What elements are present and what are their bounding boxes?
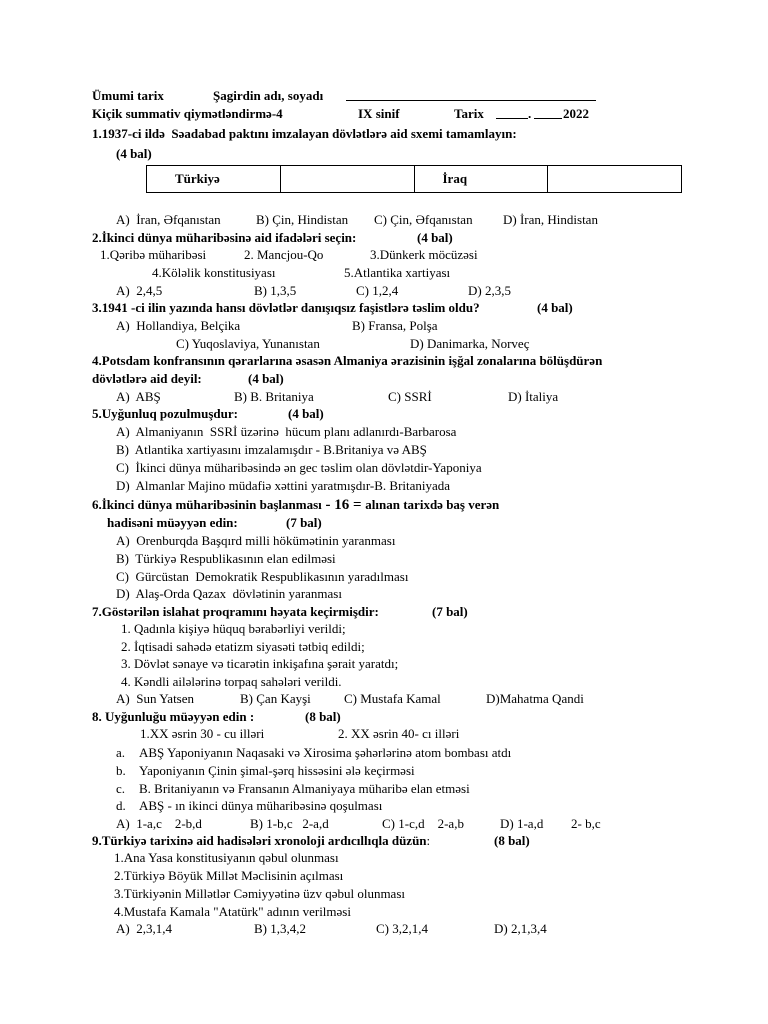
q2-option-c[interactable]: C) 1,2,4 xyxy=(356,283,399,298)
q3-text: 3.1941 -ci ilin yazında hansı dövlətlər danışıqsız faşistlərə təslim oldu? xyxy=(92,300,480,315)
q8-item: B. Britaniyanın və Fransanın Almaniyaya müharibə elan etməsi xyxy=(139,781,470,796)
q6-points: (7 bal) xyxy=(286,515,322,530)
q8-points: (8 bal) xyxy=(305,709,341,724)
student-name-label: Şagirdin adı, soyadı xyxy=(213,88,324,103)
q2-item: 3.Dünkerk möcüzəsi xyxy=(370,247,478,262)
date-label: Tarix xyxy=(454,106,484,121)
q8-option-d[interactable]: D) 1-a,d xyxy=(500,816,544,831)
q3-points: (4 bal) xyxy=(537,300,573,315)
q8-option-c[interactable]: C) 1-c,d 2-a,b xyxy=(382,816,464,831)
q3-option-d[interactable]: D) Danimarka, Norveç xyxy=(410,336,530,351)
test-title: Kiçik summativ qiymətləndirmə-4 xyxy=(92,106,283,121)
q8-text: 8. Uyğunluğu müəyyən edin : xyxy=(92,709,255,724)
q6-option-b[interactable]: B) Türkiyə Respublikasının elan edilməsi xyxy=(116,551,336,566)
q3-option-c[interactable]: C) Yuqoslaviya, Yunanıstan xyxy=(176,336,320,351)
date-separator: . xyxy=(528,106,532,121)
q7-option-a[interactable]: A) Sun Yatsen xyxy=(116,691,195,706)
q8-item: Yaponiyanın Çinin şimal-şərq hissəsini ələ keçirməsi xyxy=(139,763,415,778)
q9-item: 3.Türkiyənin Millətlər Cəmiyyətinə üzv qəbul olunması xyxy=(114,886,405,901)
q2-item: 4.Köləlik konstitusiyası xyxy=(152,265,276,280)
scheme-cell: Türkiyə xyxy=(147,166,281,193)
q9-item: 1.Ana Yasa konstitusiyanın qəbul olunması xyxy=(114,850,339,865)
q4-option-a[interactable]: A) ABŞ xyxy=(116,389,161,404)
q6-text-2: hadisəni müəyyən edin: xyxy=(107,515,238,530)
q8-item: ABŞ Yaponiyanın Naqasaki və Xirosima şəhərlərinə atom bombası atdı xyxy=(139,745,512,760)
q2-item: 1.Qəribə müharibəsi xyxy=(100,247,207,262)
date-day-field[interactable] xyxy=(496,107,528,119)
scheme-cell-blank[interactable] xyxy=(548,166,682,193)
q9-option-d[interactable]: D) 2,1,3,4 xyxy=(494,921,547,936)
q7-points: (7 bal) xyxy=(432,604,468,619)
q6-option-d[interactable]: D) Alaş-Orda Qazax dövlətinin yaranması xyxy=(116,586,342,601)
scheme-cell: İraq xyxy=(414,166,548,193)
q5-option-a[interactable]: A) Almaniyanın SSRİ üzərinə hücum planı adlanırdı-Barbarosa xyxy=(116,424,457,439)
q4-text: 4.Potsdam konfransının qərarlarına əsasən Almaniya ərazisinin işğal zonalarına bölüşdürən xyxy=(92,353,603,368)
q6-text: 6.İkinci dünya müharibəsinin başlanması - 16 = alınan tarixdə baş verən xyxy=(92,497,500,513)
q5-points: (4 bal) xyxy=(288,406,324,421)
q5-option-c[interactable]: C) İkinci dünya müharibəsində ən gec təslim olan dövlətdir-Yaponiya xyxy=(116,460,482,475)
q7-item: 4. Kəndli ailələrinə torpaq sahələri verildi. xyxy=(121,674,342,689)
q7-option-d[interactable]: D)Mahatma Qandi xyxy=(486,691,584,706)
q8-option-d-part-2: 2- b,c xyxy=(571,816,601,831)
grade-label: IX sinif xyxy=(358,106,400,121)
subject-title: Ümumi tarix xyxy=(92,88,164,103)
q8-item: ABŞ - ın ikinci dünya müharibəsinə qoşulması xyxy=(139,798,383,813)
q8-item-marker: b. xyxy=(116,763,126,778)
date-year: 2022 xyxy=(563,106,589,121)
q5-text: 5.Uyğunluq pozulmuşdur: xyxy=(92,406,238,421)
q2-option-d[interactable]: D) 2,3,5 xyxy=(468,283,511,298)
q2-item: 2. Mancjou-Qo xyxy=(244,247,324,262)
q7-option-c[interactable]: C) Mustafa Kamal xyxy=(344,691,441,706)
q8-option-b[interactable]: B) 1-b,c 2-a,d xyxy=(250,816,329,831)
q1-option-a[interactable]: A) İran, Əfqanıstan xyxy=(116,212,221,227)
student-name-field[interactable] xyxy=(346,89,596,101)
q7-item: 1. Qadınla kişiyə hüquq bərabərliyi verildi; xyxy=(121,621,346,636)
q9-option-a[interactable]: A) 2,3,1,4 xyxy=(116,921,172,936)
q6-formula: - 16 = xyxy=(321,497,366,513)
date-month-field[interactable] xyxy=(534,107,562,119)
q7-item: 2. İqtisadi sahədə etatizm siyasəti tətbiq edildi; xyxy=(121,639,365,654)
q9-item: 2.Türkiyə Böyük Millət Məclisinin açılması xyxy=(114,868,344,883)
q1-text: 1.1937-ci ildə Səadabad paktını imzalayan dövlətlərə aid sxemi tamamlayın: xyxy=(92,126,517,141)
q9-option-c[interactable]: C) 3,2,1,4 xyxy=(376,921,428,936)
q1-points: (4 bal) xyxy=(116,146,152,161)
q7-text: 7.Göstərilən islahat proqramını həyata keçirmişdir: xyxy=(92,604,379,619)
q4-points: (4 bal) xyxy=(248,371,284,386)
q6-option-c[interactable]: C) Gürcüstan Demokratik Respublikasının yaradılması xyxy=(116,569,409,584)
q7-item: 3. Dövlət sənaye və ticarətin inkişafına şərait yaratdı; xyxy=(121,656,399,671)
scheme-cell-blank[interactable] xyxy=(280,166,414,193)
q2-text: 2.İkinci dünya müharibəsinə aid ifadələri seçin: xyxy=(92,230,357,245)
q1-option-b[interactable]: B) Çin, Hindistan xyxy=(256,212,349,227)
q4-option-b[interactable]: B) B. Britaniya xyxy=(234,389,314,404)
q9-item: 4.Mustafa Kamala "Atatürk" adının verilməsi xyxy=(114,904,351,919)
q4-text-2: dövlətlərə aid deyil: xyxy=(92,371,202,386)
q8-item-marker: d. xyxy=(116,798,126,813)
q1-option-d[interactable]: D) İran, Hindistan xyxy=(503,212,598,227)
q8-option-a[interactable]: A) 1-a,c 2-b,d xyxy=(116,816,202,831)
q5-option-d[interactable]: D) Almanlar Majino müdafiə xəttini yaratmışdır-B. Britaniyada xyxy=(116,478,451,493)
q9-text: 9.Türkiyə tarixinə aid hadisələri xronoloji ardıcıllıqla düzün: xyxy=(92,833,431,848)
q2-option-b[interactable]: B) 1,3,5 xyxy=(254,283,297,298)
q3-option-a[interactable]: A) Hollandiya, Belçika xyxy=(116,318,241,333)
q7-option-b[interactable]: B) Çan Kayşi xyxy=(240,691,311,706)
q9-option-b[interactable]: B) 1,3,4,2 xyxy=(254,921,306,936)
q2-points: (4 bal) xyxy=(417,230,453,245)
q2-option-a[interactable]: A) 2,4,5 xyxy=(116,283,163,298)
q3-option-b[interactable]: B) Fransa, Polşa xyxy=(352,318,438,333)
q2-item: 5.Atlantika xartiyası xyxy=(344,265,451,280)
q4-option-d[interactable]: D) İtaliya xyxy=(508,389,559,404)
q6-option-a[interactable]: A) Orenburqda Başqırd milli hökümətinin yaranması xyxy=(116,533,396,548)
q9-points: (8 bal) xyxy=(494,833,530,848)
q8-item-marker: a. xyxy=(116,745,126,760)
q4-option-c[interactable]: C) SSRİ xyxy=(388,389,432,404)
q1-scheme-table xyxy=(146,165,682,193)
q8-group-1: 1.XX əsrin 30 - cu illəri xyxy=(140,726,265,741)
q8-item-marker: c. xyxy=(116,781,126,796)
q5-option-b[interactable]: B) Atlantika xartiyasını imzalamışdır - B.Britaniya və ABŞ xyxy=(116,442,427,457)
q8-group-2: 2. XX əsrin 40- cı illəri xyxy=(338,726,460,741)
q1-option-c[interactable]: C) Çin, Əfqanıstan xyxy=(374,212,473,227)
